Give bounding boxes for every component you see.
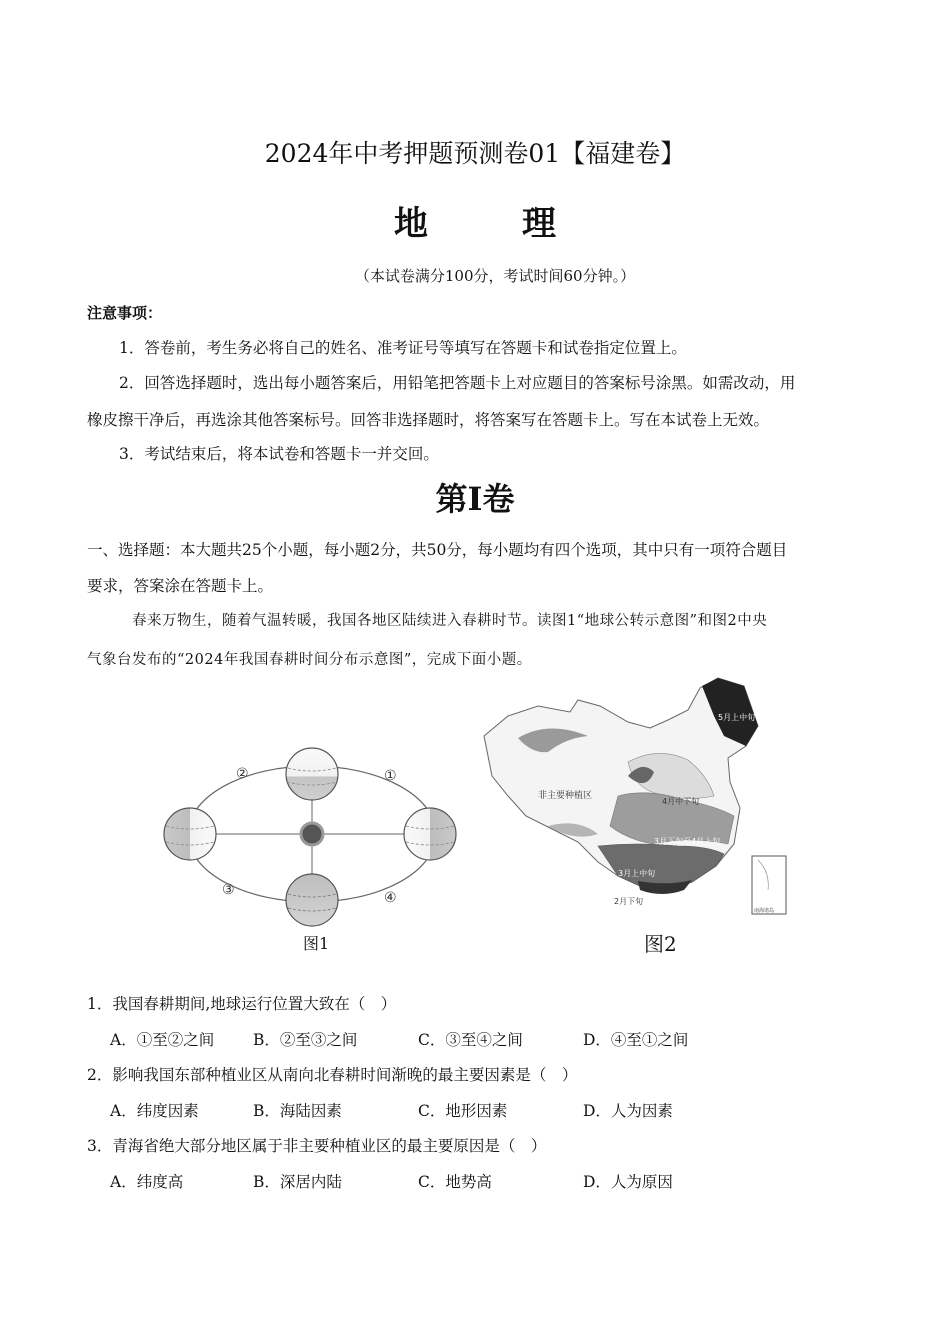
section-instructions-cont: 要求，答案涂在答题卡上。 [87,577,274,595]
question-2-stem: 2．影响我国东部种植业区从南向北春耕时间渐晚的最主要因素是（ ） [87,1066,578,1084]
sun-icon [301,823,323,845]
question-1-stem: 1．我国春耕期间,地球运行位置大致在（ ） [87,995,397,1013]
orbit-label-2: ② [236,766,249,782]
label-inset: 南海诸岛 [754,908,775,914]
south-region [598,844,724,890]
earth-globe-right [404,808,456,860]
orbit-label-1: ① [384,768,397,784]
q3-option-d[interactable]: D．人为原因 [583,1173,673,1191]
q3-option-a[interactable]: A．纬度高 [110,1173,184,1191]
orbit-label-3: ③ [222,882,235,898]
q1-option-b[interactable]: B．②至③之间 [253,1031,358,1049]
spring-ploughing-map [478,676,790,922]
notice-item-2-cont: 橡皮擦干净后，再选涂其他答案标号。回答非选择题时，将答案写在答题卡上。写在本试卷上无效。 [87,411,770,429]
q1-option-a[interactable]: A．①至②之间 [110,1031,215,1049]
subject-title: 地 理 [394,204,586,244]
figure1-caption: 图1 [303,934,330,953]
q2-option-a[interactable]: A．纬度因素 [110,1102,199,1120]
earth-globe-left [164,808,216,860]
label-non-farm: 非主要种植区 [538,791,593,801]
label-south: 3月上中旬 [618,869,656,878]
label-north: 4月中下旬 [662,797,700,806]
reading-intro: 春来万物生，随着气温转暖，我国各地区陆续进入春耕时节。读图1“地球公转示意图”和图2中央 [132,613,768,629]
label-mid: 3月下旬至4月上旬 [654,837,721,846]
q3-option-c[interactable]: C．地势高 [418,1173,492,1191]
notice-item-2: 2．回答选择题时，选出每小题答案后，用铅笔把答题卡上对应题目的答案标号涂黑。如需改动，用 [119,374,796,392]
volume-title: 第Ⅰ卷 [435,480,515,518]
q1-option-d[interactable]: D．④至①之间 [583,1031,689,1049]
orbit-label-4: ④ [384,890,397,906]
earth-revolution-diagram [158,738,468,958]
south-sea-inset [752,856,786,914]
notice-item-3: 3．考试结束后，将本试卷和答题卡一并交回。 [119,445,439,463]
figure2-caption: 图2 [644,932,677,956]
question-3-stem: 3．青海省绝大部分地区属于非主要种植业区的最主要原因是（ ） [87,1137,547,1155]
q3-option-b[interactable]: B．深居内陆 [253,1173,342,1191]
section-instructions: 一、选择题：本大题共25个小题，每小题2分，共50分，每小题均有四个选项，其中只有一项符合题目 [87,541,788,559]
label-far-south: 2月下旬 [614,897,644,906]
reading-intro-cont: 气象台发布的“2024年我国春耕时间分布示意图”，完成下面小题。 [87,652,532,668]
label-ne: 5月上中旬 [718,713,756,722]
earth-globe-top [286,748,338,800]
q2-option-b[interactable]: B．海陆因素 [253,1102,342,1120]
q2-option-c[interactable]: C．地形因素 [418,1102,508,1120]
exam-title: 2024年中考押题预测卷01【福建卷】 [264,139,686,168]
notice-heading: 注意事项： [87,304,163,322]
notice-item-1: 1．答卷前，考生务必将自己的姓名、准考证号等填写在答题卡和试卷指定位置上。 [119,339,687,357]
exam-info: （本试卷满分100分，考试时间60分钟。） [354,267,636,285]
q1-option-c[interactable]: C．③至④之间 [418,1031,523,1049]
q2-option-d[interactable]: D．人为因素 [583,1102,673,1120]
earth-globe-bottom [286,874,338,926]
